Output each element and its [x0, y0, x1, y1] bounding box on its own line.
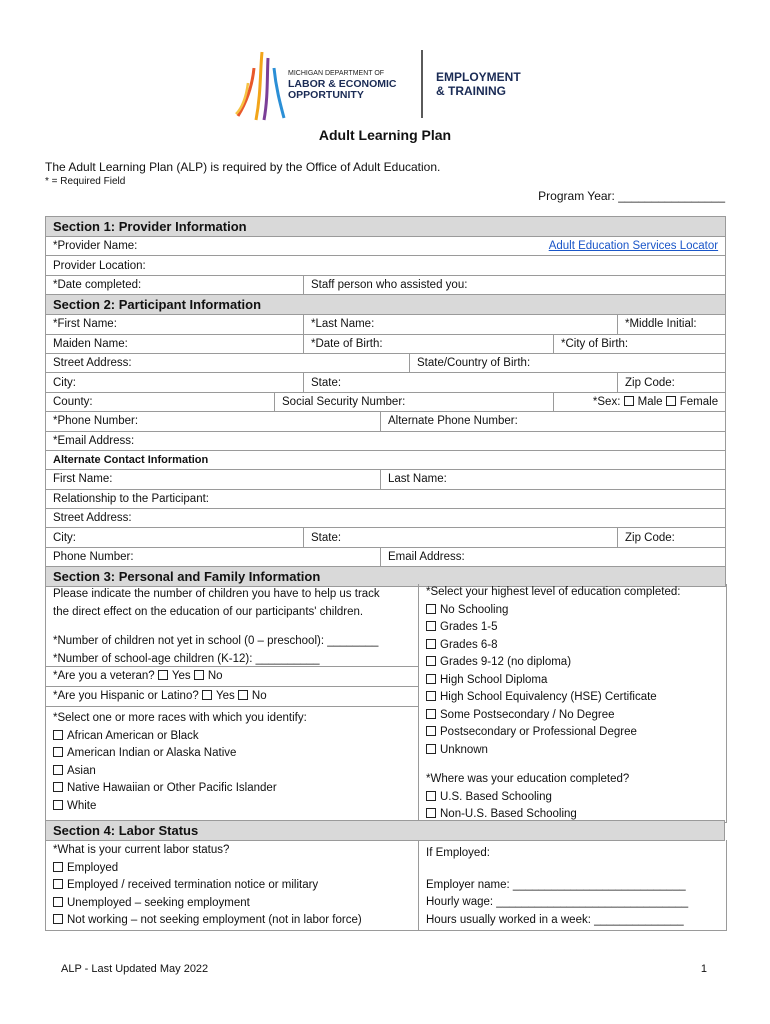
education-option[interactable] [426, 707, 721, 725]
alt-first-name-field[interactable]: First Name: [46, 470, 381, 489]
children-intro-line1: Please indicate the number of children you have to help us track [53, 588, 380, 600]
children-intro-line2: the direct effect on the education of our participants' children. [53, 605, 364, 618]
labor-status-prompt: *What is your current labor status? [53, 844, 230, 856]
svg-text:OPPORTUNITY: OPPORTUNITY [288, 89, 364, 101]
alt-state-field[interactable]: State: [304, 528, 618, 547]
education-checkbox[interactable] [426, 621, 436, 631]
female-checkbox[interactable] [666, 396, 676, 406]
male-checkbox[interactable] [624, 396, 634, 406]
section3-body [45, 584, 727, 823]
education-location-checkbox[interactable] [426, 808, 436, 818]
city-field[interactable]: City: [46, 373, 304, 392]
svg-text:EMPLOYMENT: EMPLOYMENT [436, 70, 521, 84]
education-location-checkbox[interactable] [426, 791, 436, 801]
labor-status-label: Unemployed – seeking employment [67, 896, 250, 909]
alt-phone-number-field[interactable]: Phone Number: [46, 547, 381, 566]
alt-street-field[interactable]: Street Address: [46, 509, 726, 528]
labor-status-option[interactable] [53, 877, 414, 895]
maiden-name-field[interactable]: Maiden Name: [46, 334, 304, 353]
race-option[interactable] [53, 798, 414, 816]
alt-zip-field[interactable]: Zip Code: [618, 528, 726, 547]
form-table [45, 216, 726, 587]
race-label: White [67, 799, 97, 812]
sex-label: *Sex: [592, 395, 621, 408]
race-label: African American or Black [67, 729, 199, 742]
education-option[interactable] [426, 689, 721, 707]
ssn-field[interactable]: Social Security Number: [275, 392, 554, 411]
education-checkbox[interactable] [426, 639, 436, 649]
education-option[interactable] [426, 724, 721, 742]
children-not-school-field[interactable]: *Number of children not yet in school (0 – preschool): ________ [53, 635, 379, 647]
labor-status-checkbox[interactable] [53, 897, 63, 907]
page-number: 1 [700, 963, 707, 975]
provider-name-label: *Provider Name: [53, 240, 138, 253]
education-label: Postsecondary or Professional Degree [440, 726, 637, 738]
employment-details-column [426, 845, 721, 929]
veteran-no-checkbox[interactable] [194, 670, 204, 680]
races-block [53, 710, 414, 815]
staff-person-field[interactable]: Staff person who assisted you: [304, 275, 726, 294]
if-employed-label: If Employed: [426, 847, 490, 859]
hispanic-label: *Are you Hispanic or Latino? [53, 690, 199, 702]
state-field[interactable]: State: [304, 373, 618, 392]
education-where-prompt: *Where was your education completed? [426, 773, 630, 785]
section3-left-column [46, 584, 419, 822]
race-checkbox[interactable] [53, 800, 63, 810]
race-checkbox[interactable] [53, 782, 63, 792]
labor-status-checkbox[interactable] [53, 914, 63, 924]
dob-field[interactable]: *Date of Birth: [304, 334, 554, 353]
labor-status-option[interactable] [53, 912, 414, 930]
education-option[interactable] [426, 672, 721, 690]
education-label: Unknown [440, 743, 488, 756]
education-checkbox[interactable] [426, 744, 436, 754]
svg-text:LABOR & ECONOMIC: LABOR & ECONOMIC [288, 78, 397, 90]
education-option[interactable] [426, 742, 721, 760]
date-completed-field[interactable]: *Date completed: [46, 275, 304, 294]
race-label: Asian [67, 764, 96, 777]
education-location-label: U.S. Based Schooling [440, 790, 552, 803]
program-year-field[interactable]: Program Year: ________________ [538, 189, 725, 203]
provider-name-field[interactable] [46, 237, 726, 256]
first-name-field[interactable]: *First Name: [46, 315, 304, 334]
education-label: Some Postsecondary / No Degree [440, 708, 615, 721]
labor-status-checkbox[interactable] [53, 862, 63, 872]
required-note: * = Required Field [45, 176, 126, 187]
veteran-yes-checkbox[interactable] [158, 670, 168, 680]
education-checkbox[interactable] [426, 709, 436, 719]
children-school-age-field[interactable]: *Number of school-age children (K-12): __________ [53, 652, 320, 665]
hours-week-field[interactable]: Hours usually worked in a week: ______________ [426, 913, 684, 926]
male-label: Male [637, 395, 663, 408]
education-location-option[interactable] [426, 789, 721, 807]
veteran-row [53, 668, 414, 686]
race-label: American Indian or Alaska Native [67, 747, 237, 759]
section4-heading: Section 4: Labor Status [45, 820, 725, 841]
footer-updated: ALP - Last Updated May 2022 [61, 963, 209, 975]
section1-heading: Section 1: Provider Information [46, 217, 726, 237]
hispanic-no-label: No [251, 690, 267, 702]
logo-graphic [234, 48, 544, 123]
county-field[interactable]: County: [46, 392, 275, 411]
hourly-wage-field[interactable]: Hourly wage: ______________________________ [426, 896, 689, 908]
labor-status-column [46, 840, 419, 930]
hispanic-no-checkbox[interactable] [238, 690, 248, 700]
hispanic-yes-checkbox[interactable] [202, 690, 212, 700]
education-option[interactable] [426, 602, 721, 620]
svg-text:MICHIGAN DEPARTMENT OF: MICHIGAN DEPARTMENT OF [288, 70, 385, 77]
female-label: Female [679, 395, 719, 408]
education-prompt: *Select your highest level of education completed: [426, 586, 681, 598]
relationship-field[interactable]: Relationship to the Participant: [46, 489, 726, 508]
labor-status-option[interactable] [53, 895, 414, 913]
phone-field[interactable]: *Phone Number: [46, 412, 381, 431]
education-checkbox[interactable] [426, 604, 436, 614]
education-option[interactable] [426, 637, 721, 655]
races-prompt: *Select one or more races with which you identify: [53, 712, 307, 724]
alt-phone-field[interactable]: Alternate Phone Number: [381, 412, 726, 431]
zip-field[interactable]: Zip Code: [618, 373, 726, 392]
sex-field [554, 392, 726, 411]
divider [46, 666, 418, 667]
labor-status-block [53, 842, 414, 930]
last-name-field[interactable]: *Last Name: [304, 315, 618, 334]
svg-text:& TRAINING: & TRAINING [436, 84, 506, 98]
labor-status-checkbox[interactable] [53, 879, 63, 889]
race-option[interactable] [53, 728, 414, 746]
section3-heading: Section 3: Personal and Family Information [46, 567, 726, 587]
education-label: Grades 9-12 (no diploma) [440, 656, 572, 668]
children-block [53, 586, 414, 668]
divider [46, 686, 418, 687]
race-checkbox[interactable] [53, 765, 63, 775]
section4-body [45, 840, 727, 931]
veteran-no-label: No [207, 670, 223, 682]
race-option[interactable] [53, 763, 414, 781]
page-title: Adult Learning Plan [318, 127, 452, 143]
labor-status-label: Not working – not seeking employment (not in labor force) [67, 914, 362, 926]
state-country-birth-field[interactable]: State/Country of Birth: [410, 353, 726, 372]
education-checkbox[interactable] [426, 691, 436, 701]
alt-email-field[interactable]: Email Address: [381, 547, 726, 566]
education-label: No Schooling [440, 603, 509, 616]
race-option[interactable] [53, 745, 414, 763]
section2-heading: Section 2: Participant Information [46, 295, 726, 315]
provider-location-field[interactable]: Provider Location: [46, 256, 726, 275]
education-checkbox[interactable] [426, 726, 436, 736]
email-field[interactable]: *Email Address: [46, 431, 726, 450]
mleo-logo [234, 48, 544, 123]
education-label: High School Equivalency (HSE) Certificate [440, 691, 657, 703]
education-label: Grades 1-5 [440, 621, 498, 633]
alt-last-name-field[interactable]: Last Name: [381, 470, 726, 489]
alt-contact-heading: Alternate Contact Information [46, 450, 726, 469]
labor-status-label: Employed / received termination notice or military [67, 879, 319, 891]
education-option[interactable] [426, 654, 721, 672]
race-label: Native Hawaiian or Other Pacific Islander [67, 782, 277, 794]
education-location-label: Non-U.S. Based Schooling [440, 808, 577, 820]
alt-city-field[interactable]: City: [46, 528, 304, 547]
race-option[interactable] [53, 780, 414, 798]
veteran-yes-label: Yes [171, 670, 191, 682]
race-checkbox[interactable] [53, 730, 63, 740]
education-label: High School Diploma [440, 673, 548, 686]
employer-name-field[interactable]: Employer name: ___________________________ [426, 878, 686, 891]
education-checkbox[interactable] [426, 656, 436, 666]
hispanic-yes-label: Yes [215, 690, 235, 702]
section3-right-column [426, 584, 721, 824]
labor-status-option[interactable] [53, 860, 414, 878]
labor-status-label: Employed [67, 861, 119, 874]
education-checkbox[interactable] [426, 674, 436, 684]
divider [46, 706, 418, 707]
city-of-birth-field[interactable]: *City of Birth: [554, 334, 726, 353]
race-checkbox[interactable] [53, 747, 63, 757]
street-address-field[interactable]: Street Address: [46, 353, 410, 372]
locator-link[interactable]: Adult Education Services Locator [548, 240, 719, 253]
education-option[interactable] [426, 619, 721, 637]
middle-initial-field[interactable]: *Middle Initial: [618, 315, 726, 334]
hispanic-row [53, 688, 414, 706]
intro-text: The Adult Learning Plan (ALP) is required by the Office of Adult Education. [45, 160, 441, 174]
veteran-label: *Are you a veteran? [53, 670, 155, 682]
education-label: Grades 6-8 [440, 638, 498, 651]
